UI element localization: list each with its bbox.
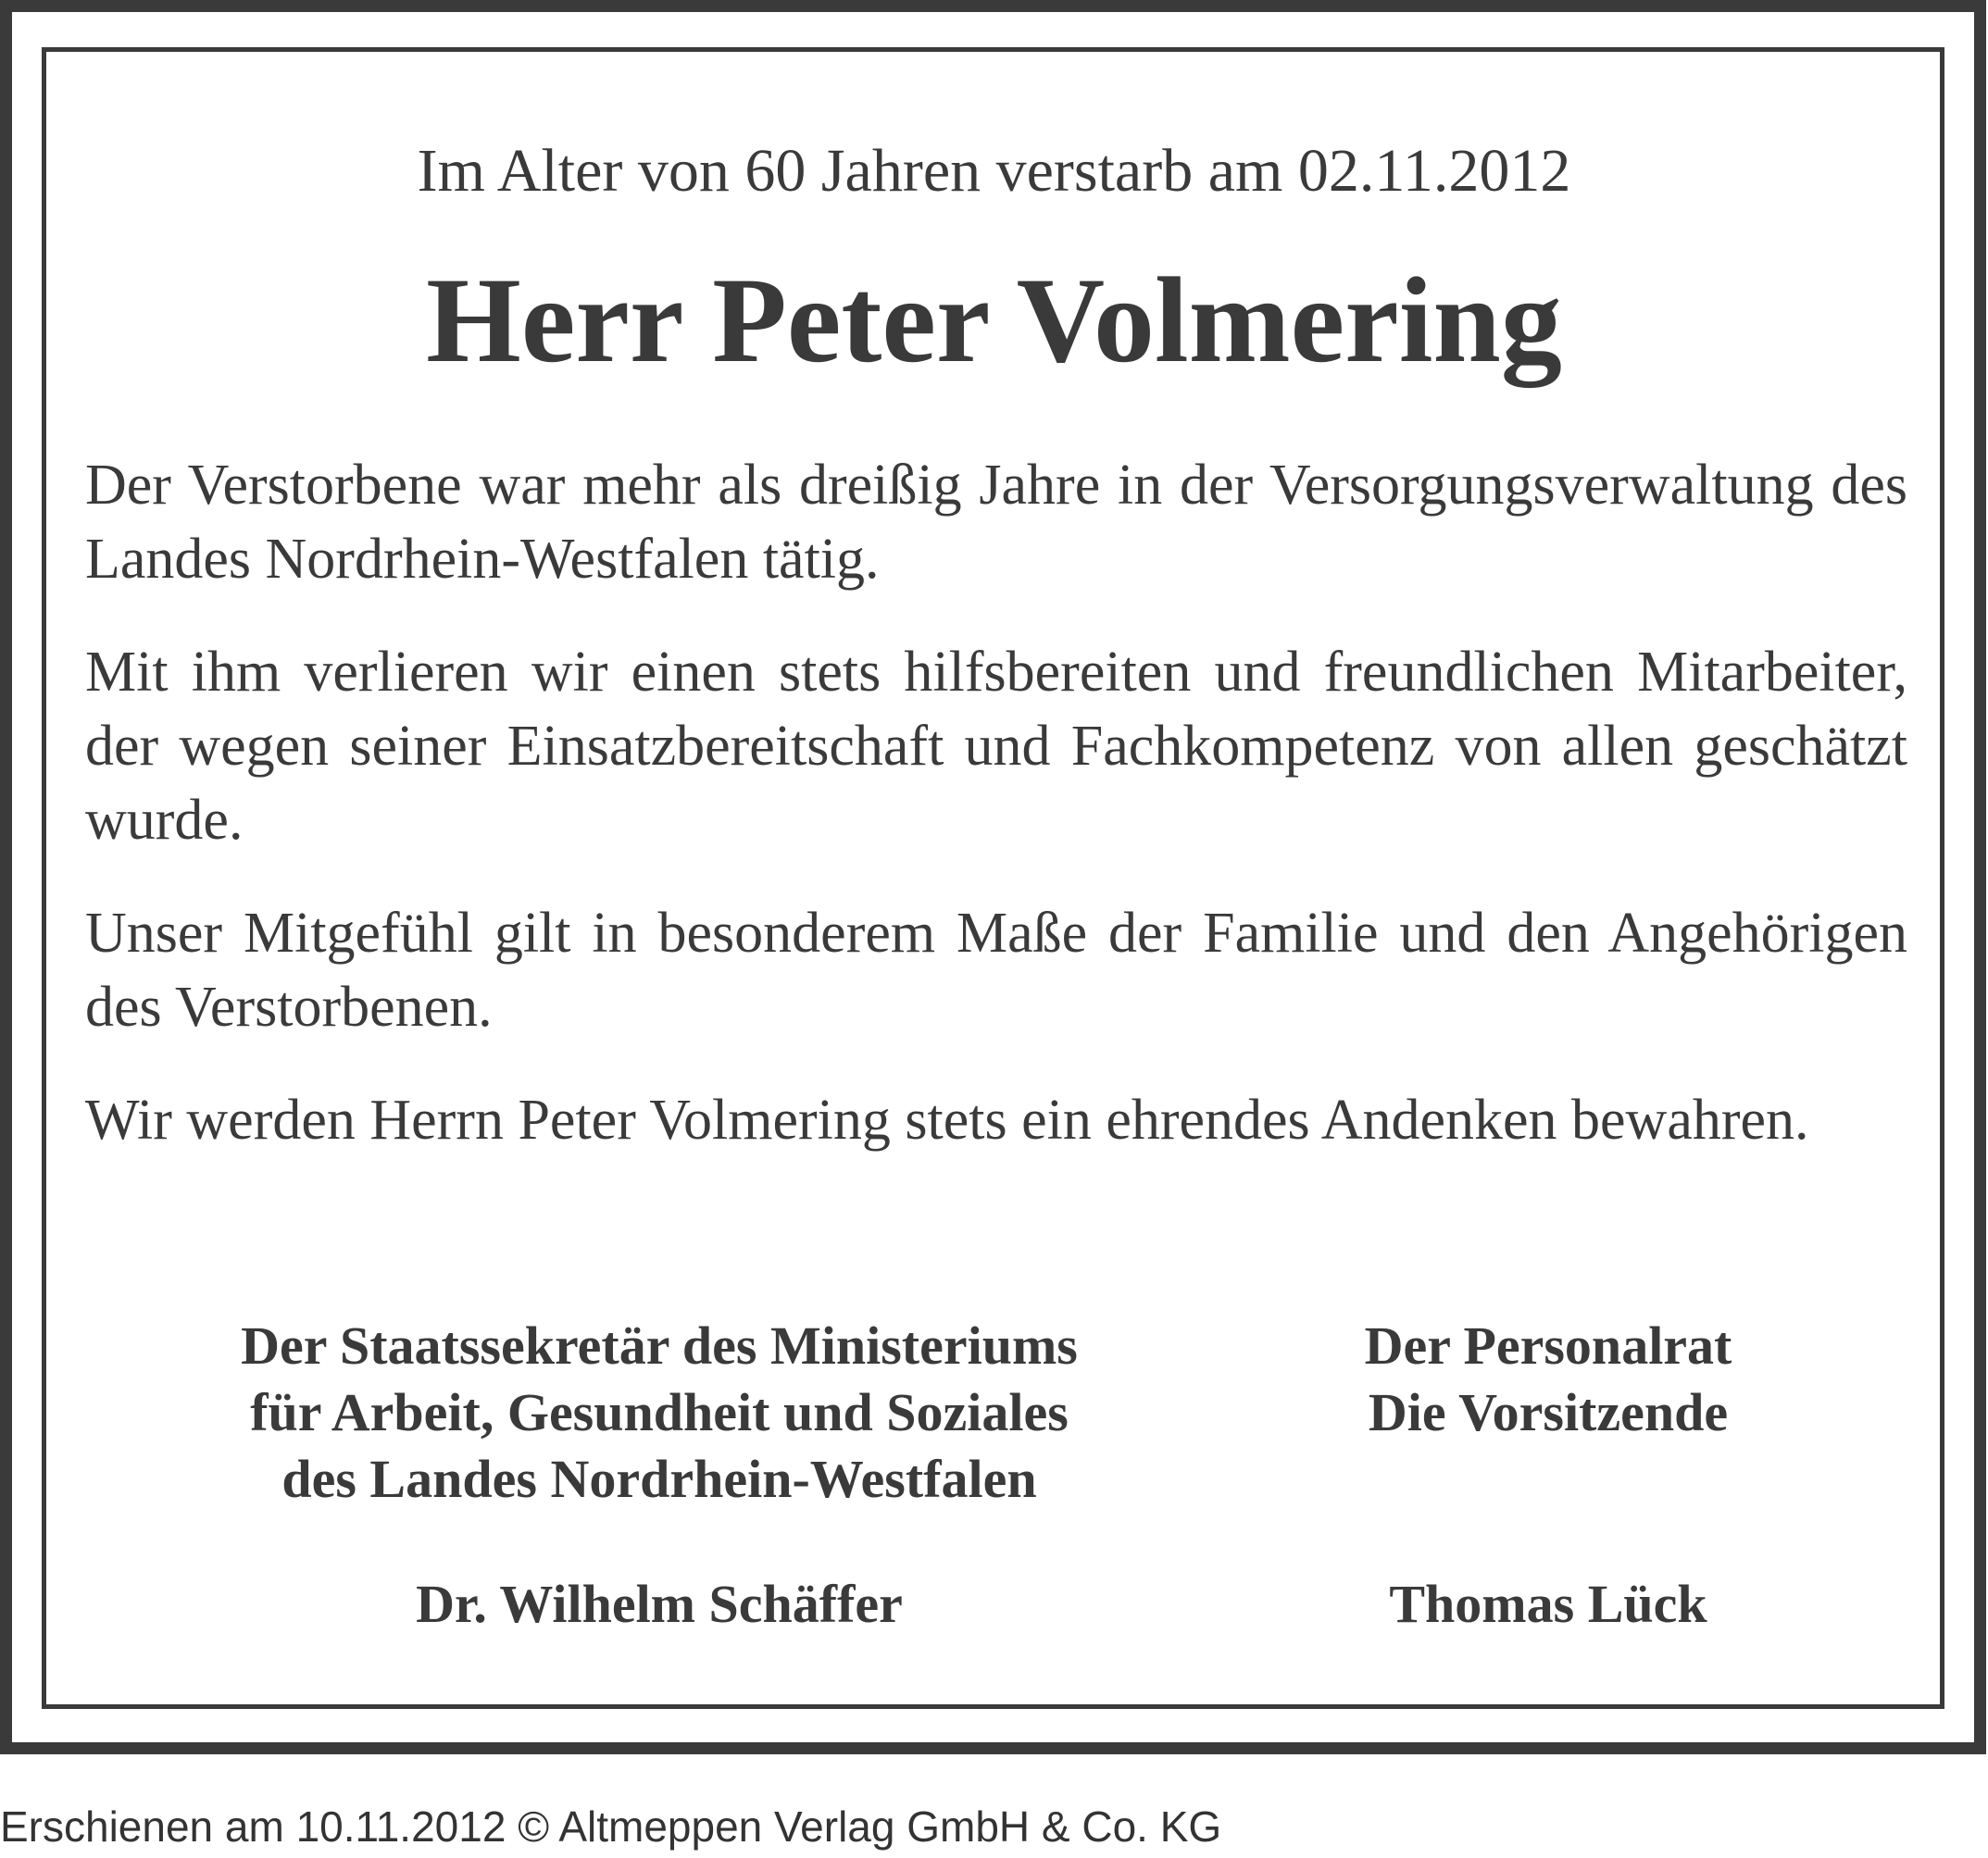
notice-paragraph-4: Wir werden Herrn Peter Volmering stets ein ehrendes Andenken bewahren. — [85, 1089, 1809, 1152]
signatory-left-organization — [85, 1313, 1233, 1513]
notice-paragraph-2: Mit ihm verlieren wir einen stets hilfsbereiten und freundlichen Mitarbeiter, der wegen seiner Einsatzbereitschaft und Fachkompetenz von allen geschätzt wurde. — [85, 641, 1907, 852]
signatory-left-org-line-2: für Arbeit, Gesundheit und Soziales — [250, 1382, 1069, 1442]
publication-footer: Erschienen am 10.11.2012 © Altmeppen Verlag GmbH & Co. KG — [0, 1802, 1222, 1851]
notice-intro: Im Alter von 60 Jahren verstarb am 02.11.2012 — [417, 137, 1571, 205]
signatory-right-org-line-1: Der Personalrat — [1364, 1316, 1732, 1376]
signatory-left-org-line-3: des Landes Nordrhein-Westfalen — [281, 1449, 1037, 1509]
signatory-right-org-line-2: Die Vorsitzende — [1368, 1382, 1729, 1442]
deceased-name: Herr Peter Volmering — [426, 252, 1562, 388]
notice-paragraph-3: Unser Mitgefühl gilt in besonderem Maße der Familie und den Angehörigen des Verstorbenen. — [85, 902, 1907, 1039]
signatory-left-name: Dr. Wilhelm Schäffer — [416, 1574, 903, 1634]
signatory-left-org-line-1: Der Staatssekretär des Ministeriums — [241, 1316, 1078, 1376]
notice-paragraph-1: Der Verstorbene war mehr als dreißig Jahre in der Versorgungsverwaltung des Landes Nordrhein-Westfalen tätig. — [85, 454, 1907, 591]
signatory-right-organization — [1233, 1313, 1863, 1446]
signatory-right-name: Thomas Lück — [1389, 1574, 1707, 1634]
